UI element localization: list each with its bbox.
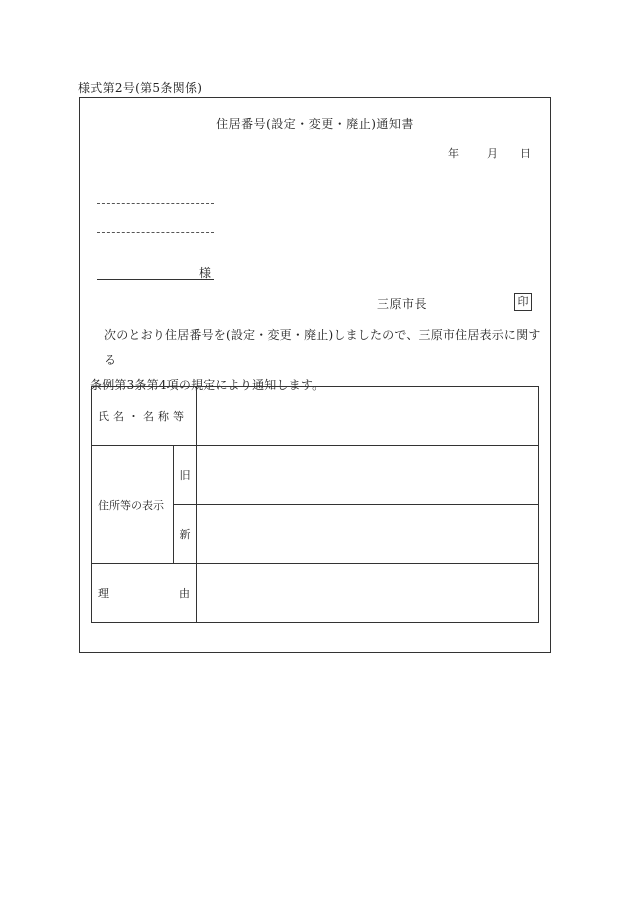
date-day-label: 日 (520, 147, 531, 160)
new-label-cell (174, 505, 197, 564)
seal-mark: 印 (514, 293, 532, 311)
recipient-address-line-2[interactable] (97, 232, 214, 233)
recipient-honorific: 様 (199, 266, 212, 280)
name-label: 氏名・名称等 (98, 410, 188, 423)
name-label-cell (92, 387, 197, 446)
reason-label-cell (92, 564, 197, 623)
old-address-field[interactable] (197, 446, 539, 505)
reason-label-left: 理 (98, 587, 109, 600)
old-label: 旧 (179, 469, 191, 482)
notice-body-line-1: 次のとおり住居番号を(設定・変更・廃止)しましたので、三原市住居表示に関する (104, 328, 541, 367)
recipient-name-line[interactable] (97, 279, 214, 280)
reason-label (98, 585, 190, 601)
date-year-label: 年 (448, 147, 459, 160)
address-label-cell (92, 446, 174, 564)
notice-body-line-2: 条例第3条第4項の規定により通知します。 (90, 378, 325, 392)
table-row (92, 564, 539, 623)
recipient-address-line[interactable] (97, 203, 214, 204)
table-row (92, 387, 539, 446)
new-label: 新 (179, 528, 191, 541)
notice-form (79, 97, 551, 653)
reason-label-right: 由 (179, 587, 190, 600)
name-field[interactable] (197, 387, 539, 446)
info-table (91, 386, 539, 623)
old-label-cell (174, 446, 197, 505)
table-row (92, 446, 539, 505)
form-number: 様式第2号(第5条関係) (78, 81, 203, 95)
reason-field[interactable] (197, 564, 539, 623)
new-address-field[interactable] (197, 505, 539, 564)
date-month-label: 月 (487, 147, 498, 160)
sender-name: 三原市長 (377, 297, 428, 311)
address-label: 住所等の表示 (98, 498, 164, 512)
document-title: 住居番号(設定・変更・廃止)通知書 (216, 117, 414, 131)
